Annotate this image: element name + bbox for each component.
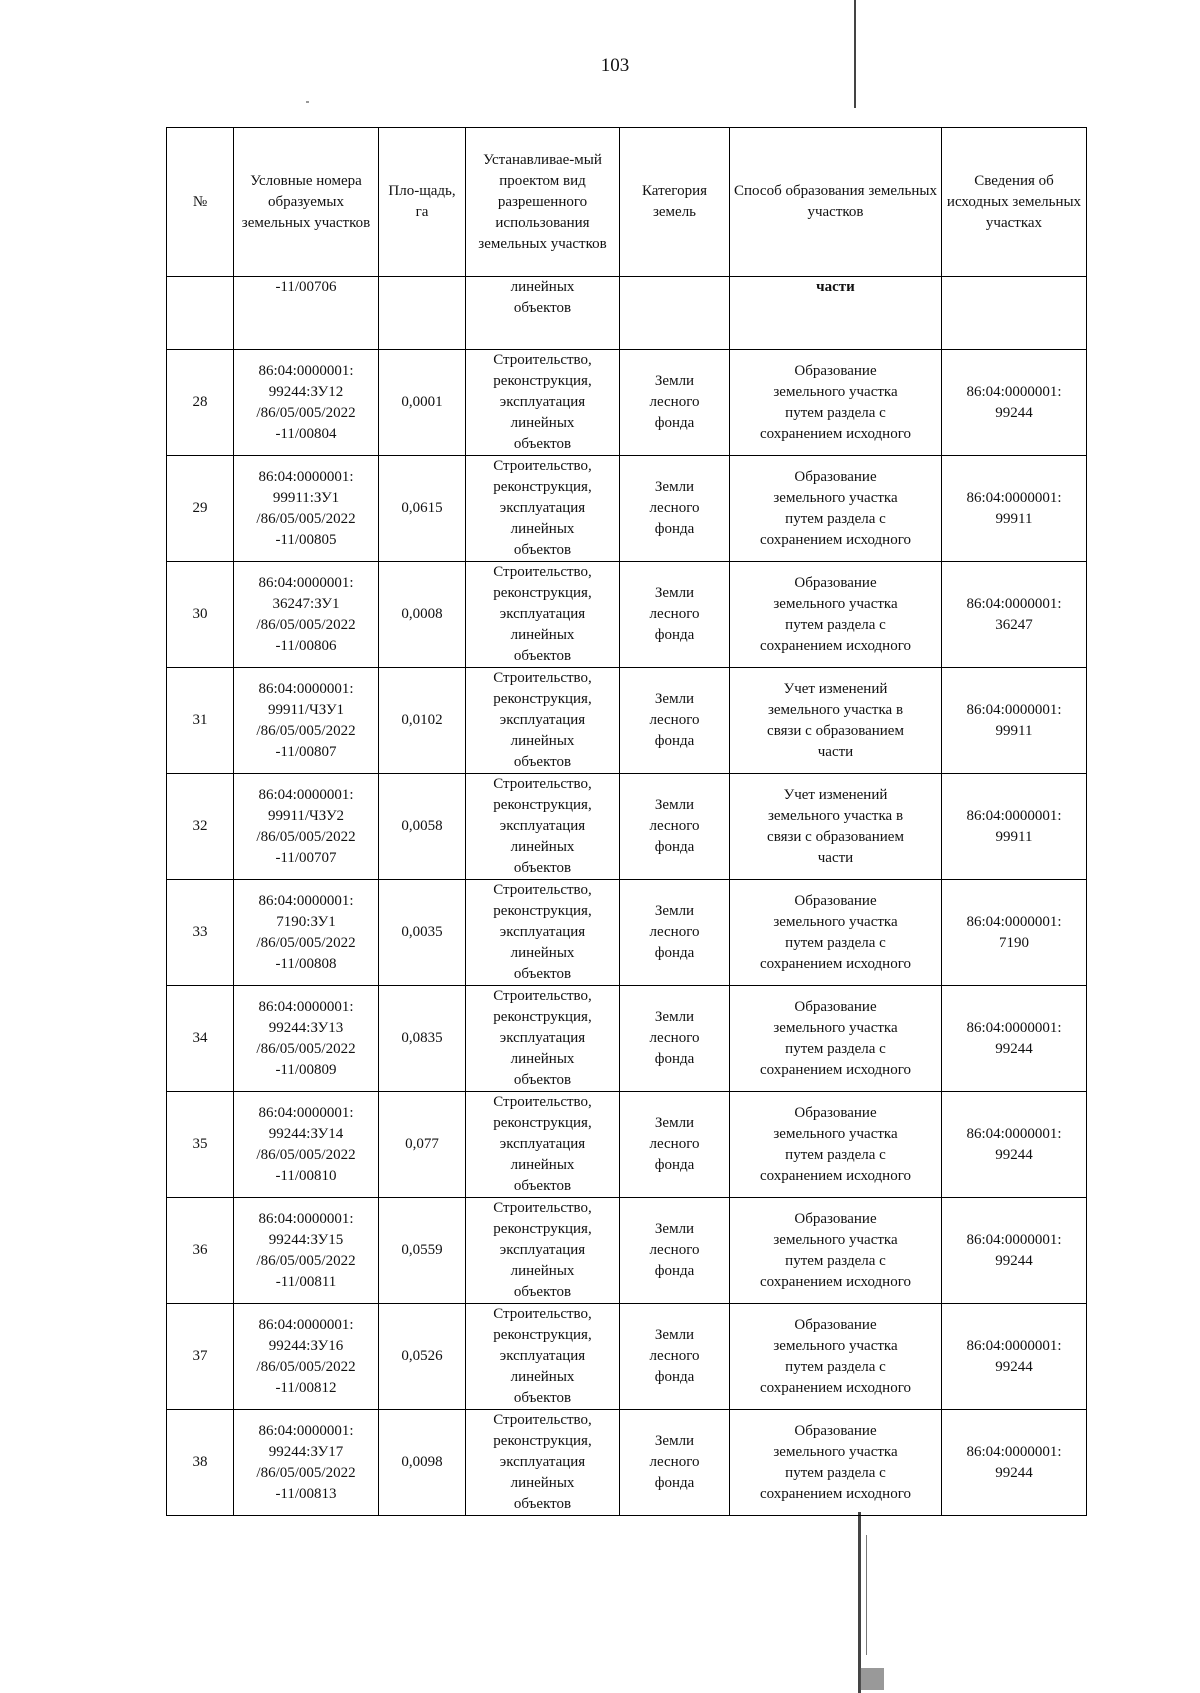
cell-area [379, 277, 466, 350]
cell-formation-method: Образование земельного участка путем раздела с сохранением исходного [730, 1304, 942, 1410]
table-row [167, 562, 1087, 668]
table-row [167, 774, 1087, 880]
cell-land-category [620, 277, 730, 350]
cell-area: 0,0835 [379, 986, 466, 1092]
header-number: № [167, 128, 234, 277]
cell-formation-method: Образование земельного участка путем раздела с сохранением исходного [730, 350, 942, 456]
cell-area: 0,0102 [379, 668, 466, 774]
cell-permitted-use: Строительство, реконструкция, эксплуатация линейных объектов [466, 1304, 620, 1410]
cell-source-plots: 86:04:0000001: 99244 [942, 1092, 1087, 1198]
cell-source-plots: 86:04:0000001: 7190 [942, 880, 1087, 986]
cell-cadastral-number: 86:04:0000001: 99244:ЗУ12 /86/05/005/2022 -11/00804 [234, 350, 379, 456]
cell-source-plots: 86:04:0000001: 99244 [942, 1304, 1087, 1410]
cell-area: 0,0098 [379, 1410, 466, 1516]
cell-source-plots: 86:04:0000001: 99244 [942, 1198, 1087, 1304]
cell-permitted-use: Строительство, реконструкция, эксплуатация линейных объектов [466, 774, 620, 880]
cell-cadastral-number: 86:04:0000001: 99911:ЗУ1 /86/05/005/2022 -11/00805 [234, 456, 379, 562]
cell-source-plots: 86:04:0000001: 99911 [942, 668, 1087, 774]
cell-formation-method: Образование земельного участка путем раздела с сохранением исходного [730, 1092, 942, 1198]
header-area: Пло-щадь, га [379, 128, 466, 277]
cell-land-category: Земли лесного фонда [620, 1410, 730, 1516]
cell-number: 29 [167, 456, 234, 562]
cell-formation-method: Образование земельного участка путем раздела с сохранением исходного [730, 562, 942, 668]
cell-land-category: Земли лесного фонда [620, 456, 730, 562]
scan-speck [860, 1668, 884, 1690]
header-permitted-use: Устанавливае-мый проектом вид разрешенного использования земельных участков [466, 128, 620, 277]
cell-source-plots: 86:04:0000001: 99244 [942, 986, 1087, 1092]
table-row [167, 350, 1087, 456]
header-land-category: Категория земель [620, 128, 730, 277]
cell-cadastral-number: 86:04:0000001: 99911/ЧЗУ1 /86/05/005/2022 -11/00807 [234, 668, 379, 774]
header-source-plots: Сведения об исходных земельных участках [942, 128, 1087, 277]
cell-number: 32 [167, 774, 234, 880]
table-row [167, 1092, 1087, 1198]
cell-formation-method: Образование земельного участка путем раздела с сохранением исходного [730, 456, 942, 562]
cell-cadastral-number: 86:04:0000001: 99244:ЗУ17 /86/05/005/2022 -11/00813 [234, 1410, 379, 1516]
cell-area: 0,0526 [379, 1304, 466, 1410]
cell-area: 0,0001 [379, 350, 466, 456]
cell-formation-method: Образование земельного участка путем раздела с сохранением исходного [730, 1410, 942, 1516]
table-row [167, 880, 1087, 986]
cell-formation-method: Образование земельного участка путем раздела с сохранением исходного [730, 880, 942, 986]
cell-formation-method: Образование земельного участка путем раздела с сохранением исходного [730, 1198, 942, 1304]
cell-number: 38 [167, 1410, 234, 1516]
cell-land-category: Земли лесного фонда [620, 1198, 730, 1304]
cell-number [167, 277, 234, 350]
cell-number: 34 [167, 986, 234, 1092]
cell-cadastral-number: 86:04:0000001: 99244:ЗУ16 /86/05/005/2022 -11/00812 [234, 1304, 379, 1410]
cell-permitted-use: линейных объектов [466, 277, 620, 350]
cell-source-plots: 86:04:0000001: 99911 [942, 774, 1087, 880]
table-header-row [167, 128, 1087, 277]
cell-area: 0,0058 [379, 774, 466, 880]
cell-land-category: Земли лесного фонда [620, 880, 730, 986]
cell-permitted-use: Строительство, реконструкция, эксплуатация линейных объектов [466, 1198, 620, 1304]
cell-formation-method: Учет изменений земельного участка в связи с образованием части [730, 774, 942, 880]
cell-cadastral-number: -11/00706 [234, 277, 379, 350]
cell-formation-method: Учет изменений земельного участка в связи с образованием части [730, 668, 942, 774]
cell-permitted-use: Строительство, реконструкция, эксплуатация линейных объектов [466, 668, 620, 774]
scan-edge-line-bottom [858, 1512, 861, 1693]
cell-permitted-use: Строительство, реконструкция, эксплуатация линейных объектов [466, 350, 620, 456]
cell-land-category: Земли лесного фонда [620, 668, 730, 774]
cell-area: 0,0615 [379, 456, 466, 562]
scan-speck [306, 101, 309, 103]
cell-area: 0,0559 [379, 1198, 466, 1304]
cell-land-category: Земли лесного фонда [620, 562, 730, 668]
cell-source-plots: 86:04:0000001: 36247 [942, 562, 1087, 668]
cell-source-plots: 86:04:0000001: 99244 [942, 1410, 1087, 1516]
cell-source-plots: 86:04:0000001: 99244 [942, 350, 1087, 456]
cell-source-plots [942, 277, 1087, 350]
cell-permitted-use: Строительство, реконструкция, эксплуатация линейных объектов [466, 880, 620, 986]
cell-land-category: Земли лесного фонда [620, 774, 730, 880]
cell-land-category: Земли лесного фонда [620, 986, 730, 1092]
cell-cadastral-number: 86:04:0000001: 7190:ЗУ1 /86/05/005/2022 -11/00808 [234, 880, 379, 986]
table-row [167, 1410, 1087, 1516]
table-row [167, 456, 1087, 562]
cell-source-plots: 86:04:0000001: 99911 [942, 456, 1087, 562]
cell-area: 0,0035 [379, 880, 466, 986]
cell-cadastral-number: 86:04:0000001: 36247:ЗУ1 /86/05/005/2022 -11/00806 [234, 562, 379, 668]
cell-cadastral-number: 86:04:0000001: 99244:ЗУ15 /86/05/005/2022 -11/00811 [234, 1198, 379, 1304]
cell-area: 0,0008 [379, 562, 466, 668]
cell-cadastral-number: 86:04:0000001: 99244:ЗУ13 /86/05/005/2022 -11/00809 [234, 986, 379, 1092]
cell-number: 33 [167, 880, 234, 986]
cell-formation-method: части [730, 277, 942, 350]
table-row [167, 1304, 1087, 1410]
cell-permitted-use: Строительство, реконструкция, эксплуатация линейных объектов [466, 562, 620, 668]
cell-number: 36 [167, 1198, 234, 1304]
header-formation-method: Способ образования земельных участков [730, 128, 942, 277]
cell-permitted-use: Строительство, реконструкция, эксплуатация линейных объектов [466, 1410, 620, 1516]
cell-permitted-use: Строительство, реконструкция, эксплуатация линейных объектов [466, 1092, 620, 1198]
land-plots-table [166, 127, 1087, 1516]
cell-formation-method: Образование земельного участка путем раздела с сохранением исходного [730, 986, 942, 1092]
cell-number: 37 [167, 1304, 234, 1410]
cell-area: 0,077 [379, 1092, 466, 1198]
cell-land-category: Земли лесного фонда [620, 1092, 730, 1198]
table-row [167, 1198, 1087, 1304]
cell-land-category: Земли лесного фонда [620, 350, 730, 456]
cell-permitted-use: Строительство, реконструкция, эксплуатация линейных объектов [466, 456, 620, 562]
table-row [167, 986, 1087, 1092]
cell-number: 28 [167, 350, 234, 456]
header-cadastral-number: Условные номера образуемых земельных участков [234, 128, 379, 277]
page-number: 103 [600, 55, 630, 76]
cell-cadastral-number: 86:04:0000001: 99911/ЧЗУ2 /86/05/005/2022 -11/00707 [234, 774, 379, 880]
scan-edge-line-top [854, 0, 856, 108]
cell-number: 31 [167, 668, 234, 774]
table-row [167, 668, 1087, 774]
cell-land-category: Земли лесного фонда [620, 1304, 730, 1410]
cell-number: 35 [167, 1092, 234, 1198]
cell-number: 30 [167, 562, 234, 668]
table-row-continuation [167, 277, 1087, 350]
cell-permitted-use: Строительство, реконструкция, эксплуатация линейных объектов [466, 986, 620, 1092]
scan-edge-mark [866, 1535, 867, 1655]
cell-cadastral-number: 86:04:0000001: 99244:ЗУ14 /86/05/005/2022 -11/00810 [234, 1092, 379, 1198]
